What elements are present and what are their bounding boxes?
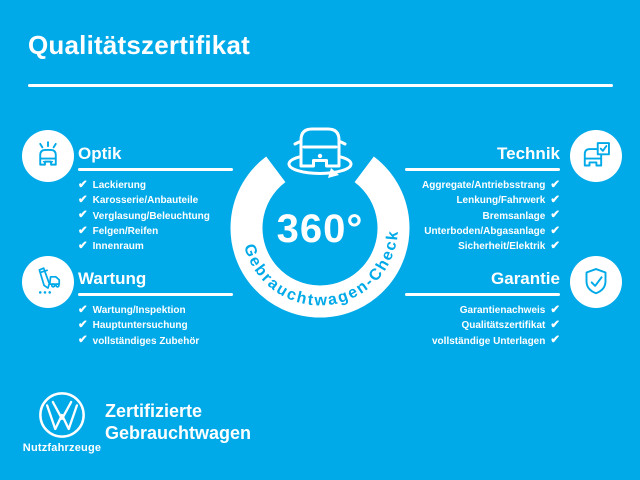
garantie-items (432, 303, 560, 349)
list-item (78, 178, 210, 193)
list-item (78, 193, 210, 208)
car-shine-icon (29, 137, 67, 175)
wartung-items (78, 303, 199, 349)
check-icon: ✔ (550, 224, 560, 237)
check-icon: ✔ (550, 194, 560, 207)
degree-label: 360° (276, 207, 364, 251)
check-icon: ✔ (78, 224, 88, 237)
ring-label: Gebrauchtwagen-Check (240, 228, 403, 310)
list-item (422, 224, 560, 239)
item-label: Lackierung (92, 180, 146, 192)
wartung-heading: Wartung (78, 269, 147, 288)
title-divider (28, 84, 613, 87)
item-label: Verglasung/Beleuchtung (92, 210, 210, 222)
check-icon: ✔ (550, 209, 560, 222)
check-icon: ✔ (78, 334, 88, 347)
optik-items (78, 178, 210, 254)
optik-heading: Optik (78, 144, 122, 163)
check-icon: ✔ (550, 334, 560, 347)
list-item (78, 209, 210, 224)
check-icon: ✔ (550, 319, 560, 332)
check-icon: ✔ (550, 178, 560, 191)
list-item (78, 224, 210, 239)
item-label: Karosserie/Anbauteile (92, 195, 199, 207)
item-label: vollständige Unterlagen (432, 335, 546, 347)
check-icon: ✔ (78, 194, 88, 207)
item-label: Wartung/Inspektion (92, 305, 186, 317)
list-item (432, 303, 560, 318)
car-checkbox-icon (577, 137, 615, 175)
optik-badge (22, 130, 74, 182)
wartung-badge (22, 256, 74, 308)
check-icon: ✔ (550, 303, 560, 316)
item-label: Lenkung/Fahrwerk (456, 195, 546, 207)
check-icon: ✔ (78, 319, 88, 332)
technik-heading: Technik (497, 144, 560, 163)
check-icon: ✔ (78, 178, 88, 191)
check-icon: ✔ (78, 209, 88, 222)
check-icon: ✔ (550, 240, 560, 253)
shield-check-icon (577, 263, 615, 301)
list-item (422, 178, 560, 193)
page-title: Qualitätszertifikat (28, 30, 250, 60)
list-item (422, 209, 560, 224)
item-label: Aggregate/Antriebsstrang (422, 180, 546, 192)
list-item (78, 303, 199, 318)
item-label: Unterboden/Abgasanlage (424, 226, 546, 238)
list-item (432, 334, 560, 349)
technik-badge (570, 130, 622, 182)
technik-items (422, 178, 560, 254)
item-label: Bremsanlage (482, 210, 546, 222)
item-label: Hauptuntersuchung (92, 320, 188, 332)
list-item (78, 334, 199, 349)
360-check-graphic (210, 116, 430, 336)
item-label: Innenraum (92, 241, 144, 253)
brand-label: Nutzfahrzeuge (22, 442, 102, 454)
list-item (78, 318, 199, 333)
vw-logo (37, 390, 87, 440)
list-item (78, 239, 210, 254)
item-label: Qualitätszertifikat (461, 320, 546, 332)
check-icon: ✔ (78, 303, 88, 316)
service-checklist-icon (29, 263, 67, 301)
item-label: Felgen/Reifen (92, 226, 159, 238)
item-label: Sicherheit/Elektrik (458, 241, 546, 253)
tagline (105, 400, 251, 444)
tagline-line: Gebrauchtwagen (105, 423, 252, 443)
list-item (422, 193, 560, 208)
garantie-badge (570, 256, 622, 308)
van-360-rotation-icon (289, 129, 351, 178)
item-label: vollständiges Zubehör (92, 335, 200, 347)
list-item (422, 239, 560, 254)
check-icon: ✔ (78, 240, 88, 253)
tagline-line: Zertifizierte (105, 401, 203, 421)
item-label: Garantienachweis (459, 305, 546, 317)
list-item (432, 318, 560, 333)
garantie-heading: Garantie (491, 269, 560, 288)
